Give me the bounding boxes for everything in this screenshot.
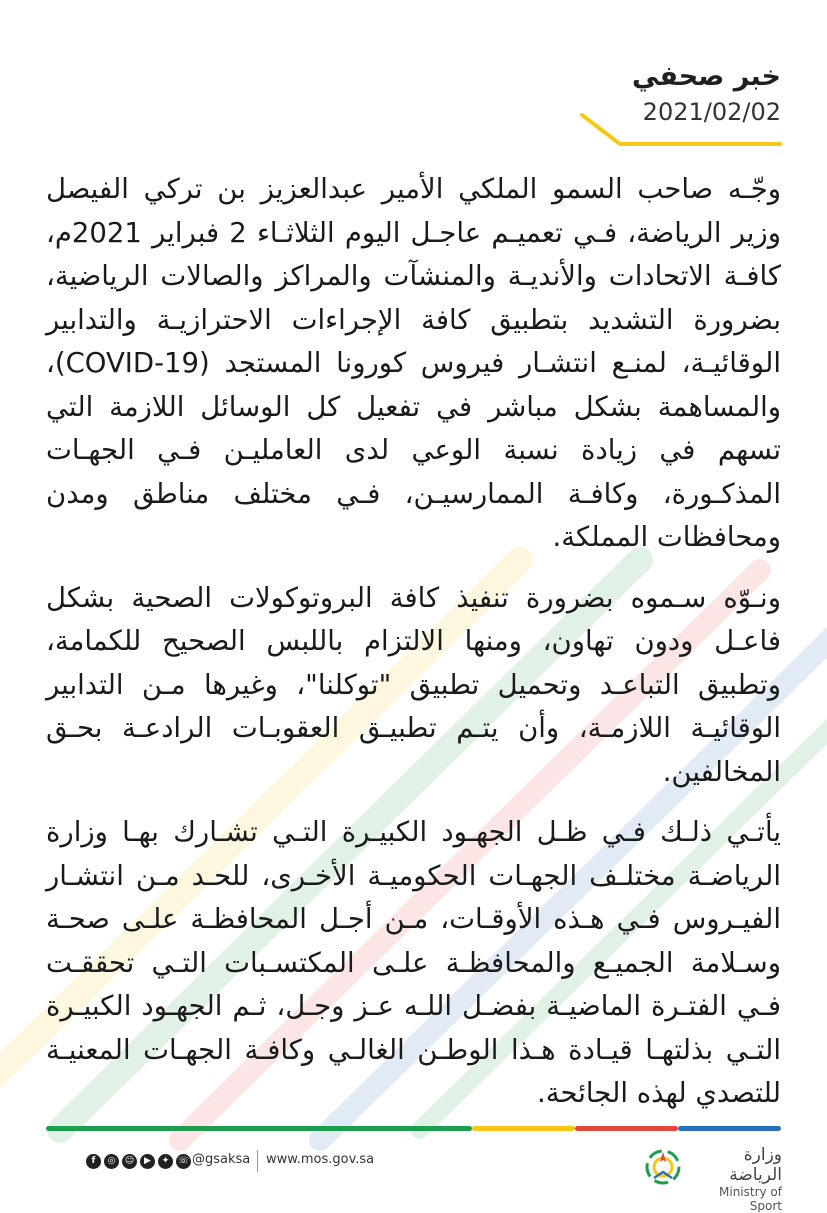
whatsapp-icon[interactable]: ☏	[176, 1154, 191, 1169]
header-accent-line	[580, 112, 785, 148]
ministry-emblem-icon	[640, 1144, 686, 1190]
website-link[interactable]: www.mos.gov.sa	[266, 1152, 375, 1167]
instagram-icon[interactable]: ◎	[104, 1154, 119, 1169]
paragraph-3: يأتـي ذلـك فـي ظـل الجهـود الكبيـرة التـي تشـارك بهـا وزارة الرياضـة مختلـف الجهـات الحكوميـة الأخـرى، للحـد مـن انتشـار الفيـروس فـي هـذه الأوقـات، مـن أجـل المحافظـة علـى صحـة وسـلامة الجميـع والمحافظـة علـى المكتسـبات التـي تحققـت فـي الفتـرة الماضيـة بفضـل اللـه عـز وجـل، ثـم الجهـود الكبيـرة التـي بذلتهـا قيـادة هـذا الوطـن الغالـي وكافـة الجهـات المعنيـة للتصدي لهذه الجائحة.	[46, 816, 781, 1109]
ministry-logo	[690, 1145, 782, 1213]
youtube-icon[interactable]: ▶	[140, 1154, 155, 1169]
social-links	[86, 1154, 191, 1169]
footer	[0, 1142, 827, 1213]
publish-date: 2021/02/02	[642, 98, 781, 126]
twitter-icon[interactable]: ✦	[158, 1154, 173, 1169]
snapchat-icon[interactable]: ☺	[122, 1154, 137, 1169]
social-handle[interactable]: @gsaksa	[192, 1152, 251, 1167]
footer-separator	[257, 1150, 258, 1172]
footer-divider	[46, 1126, 781, 1131]
logo-arabic: وزارة الرياضة	[729, 1145, 782, 1185]
paragraph-2: ونـوّه سـموه بضرورة تنفيذ كافة البروتوكولات الصحية بشكل فاعـل ودون تهاون، ومنها الالتزام باللبس الصحيح للكمامة، وتطبيق التباعـد وتحميل تطبيق "توكلنا"، وغيرها مـن التدابير الوقائيـة اللازمـة، وأن يتـم تطبيـق العقوبـات الرادعـة بحـق المخالفين.	[46, 581, 781, 788]
facebook-icon[interactable]: f	[86, 1154, 101, 1169]
article-body	[46, 168, 781, 1133]
paragraph-1: وجّـه صاحب السمو الملكي الأمير عبدالعزيز بن تركي الفيصل وزير الرياضة، فـي تعميـم عاجـل اليوم الثلاثـاء 2 فبراير 2021م، كافـة الاتحادات والأنديـة والمنشآت والمراكز والصالات الرياضية، بضرورة التشديد بتطبيق كافة الإجراءات الاحترازيـة والتدابير الوقائيـة، لمنـع انتشـار فيروس كورونا المستجد (COVID-19)، والمساهمة بشكل مباشر في تفعيل كل الوسائل اللازمة التي تسهم في زيادة نسبة الوعي لدى العامليـن فـي الجهـات المذكـورة، وكافـة الممارسيـن، فـي مختلف مناطق ومدن ومحافظات المملكة.	[46, 173, 781, 553]
logo-english: Ministry of Sport	[719, 1185, 782, 1213]
document-type-label: خبر صحفي	[632, 61, 781, 92]
